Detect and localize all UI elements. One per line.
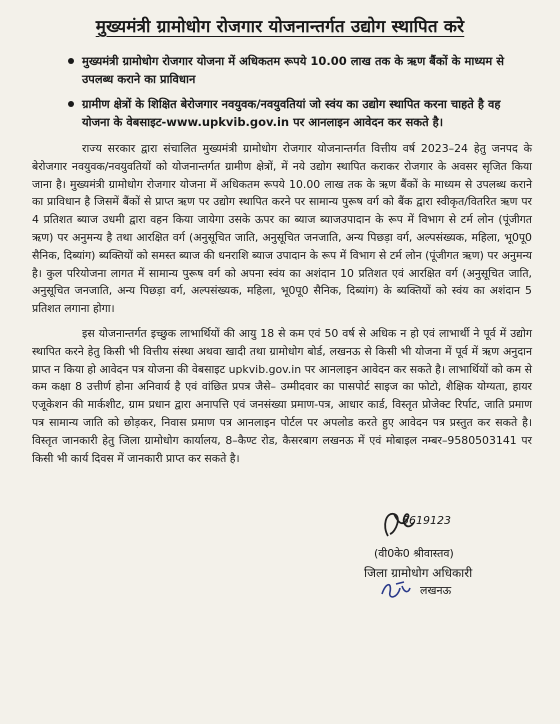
paragraph-eligibility: इस योजनान्तर्गत इच्छुक लाभार्थियों की आयु 18 से कम एवं 50 वर्ष से अधिक न हो एवं लाभार्थी ने पूर्व में उद्योग स्थापित करने हेतु किसी भी वित्तीय संस्था अथवा खादी तथा ग्रामोधोग बोर्ड, लखनऊ से किसी भी योजना में पूर्व में ऋण अनुदान प्राप्त न किया हो आवेदन पत्र योजना की वेबसाइट upkvib.gov.in पर आनलाइन आवेदन कर सकते है। लाभार्थियों को कम से कम कक्षा 8 उत्तीर्ण होना अनिवार्य है एवं वांछित प्रपत्र जैसे– उम्मीदवार का पासपोर्ट साइज का फोटो, शैक्षिक योग्यता, हायर एजूकेशन की मार्कशीट, ग्राम प्रधान द्वारा अनापत्ति एवं जनसंख्या प्रमाण-पत्र, आधार कार्ड, विस्तृत प्रोजेक्ट रिर्पाट, जाति प्रमाण पत्र सामान्य जाति को छोड़कर, निवास प्रमाण पत्र आनलाइन पोर्टल पर अपलोड करते हुए आवेदन पत्र प्रस्तुत कर सकते है। विस्तृत जानकारी हेतु जिला ग्रामोधोग कार्यालय, 8–कैण्ट रोड, कैसरबाग लखनऊ में एवं मोबाइल नम्बर–9580503141 पर किसी भी कार्य दिवस में जानकारी प्राप्त कर सकते है। [32, 326, 532, 465]
notice-body [32, 140, 532, 474]
initial-mark-icon [378, 578, 412, 602]
bullet-item [68, 52, 528, 88]
bullet-dot-icon [68, 58, 74, 64]
signature-date: 5619123 [402, 514, 451, 527]
signatory-place: लखनऊ [420, 584, 452, 597]
signature-block [344, 508, 534, 638]
bullet-dot-icon [68, 101, 74, 107]
notice-title: मुख्यमंत्री ग्रामोधोग रोजगार योजनान्तर्गत उद्योग स्थापित करे [95, 17, 465, 37]
signatory-designation: जिला ग्रामोधोग अधिकारी [364, 566, 473, 580]
bullet-list [68, 52, 528, 138]
bullet-text: ग्रामीण क्षेत्रों के शिक्षित बेरोजगार नवयुवक/नवयुवतियां जो स्वंय का उद्योग स्थापित करना चाहते है वह योजना के वेबसाइट-www.upkvib.gov.in पर आनलाइन आवेदन कर सकते है। [82, 97, 501, 129]
bullet-text: मुख्यमंत्री ग्रामोधोग रोजगार योजना में अधिकतम रूपये 10.00 लाख तक के ऋण बैंकों के माध्यम से उपलब्ध कराने का प्राविधान [82, 54, 505, 86]
bullet-item [68, 95, 528, 131]
signatory-name: (वी0के0 श्रीवास्तव) [374, 547, 454, 560]
paragraph-scheme-details: राज्य सरकार द्वारा संचालित मुख्यमंत्री ग्रामोधोग रोजगार योजनान्तर्गत वित्तीय वर्ष 2023–24 हेतु जनपद के बेरोजगार नवयुवक/नवयुवतियों को योजनान्तर्गत ग्रामीण क्षेत्रों, में नये उद्योग स्थापित कराकर रोजगार के अवसर सृजित किया जाना है। मुख्यमंत्री ग्रामोधोग रोजगार योजना में अधिकतम रूपये 10.00 लाख तक के ऋण बैंकों के माध्यम से उपलब्ध कराने का प्राविधान है जिसमें बैंकों से प्राप्त ऋण पर उद्योग स्थापित करने पर सामान्य पुरूष वर्ग को बैंक द्वारा स्वीकृत/वितरित ऋण पर 4 प्रतिशत ब्याज उधमी द्वारा वहन किया जायेगा उसके ऊपर का ब्याज ब्याजउपादान के रूप में विभाग से टर्म लोन (पूंजीगत ऋण) पर अनुमन्य है तथा आरक्षित वर्ग (अनुसूचित जाति, अनुसूचित जनजाति, अन्य पिछड़ा वर्ग, अल्पसंख्यक, महिला, भू0पू0 सैनिक, दिब्यांग) ब्यक्तियों को समस्त ब्याज की धनराशि ब्याज उपादान के रूप में विभाग से टर्म लोन (पूंजीगत ऋण) पर अनुमन्य है। कुल परियोजना लागत में सामान्य पुरूष वर्ग को अपना स्वंय का अशंदान 10 प्रतिशत एवं आरक्षित वर्ग (अनुसूचित जाति, अनुसूचित जनजाति, अन्य पिछड़ा वर्ग, अल्पसंख्यक, महिला, भू0पू0 सैनिक, दिब्यांग) के ब्यक्तियों को स्वंय का अशंदान 5 प्रतिशत लगाना होगा। [32, 142, 532, 316]
